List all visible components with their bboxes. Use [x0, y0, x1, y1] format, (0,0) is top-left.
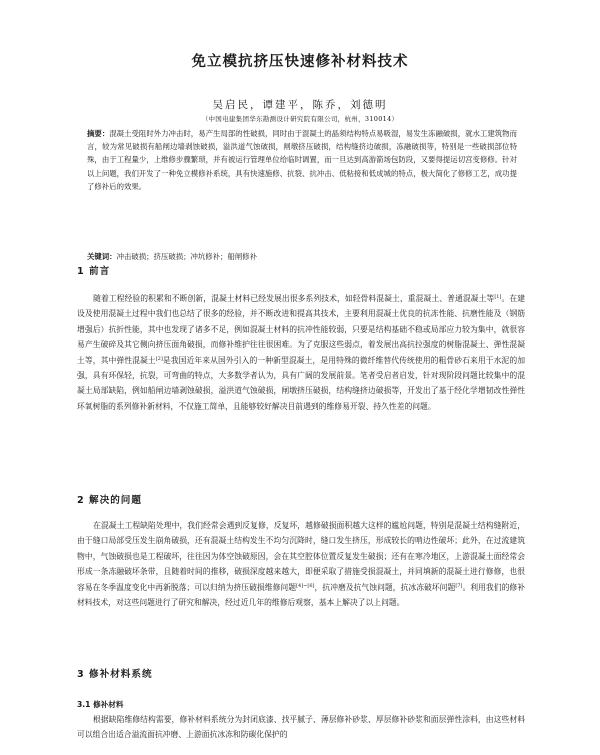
section-3-1-heading: 3.1 修补材料 [77, 700, 124, 709]
s1-text-c: 是我国近年来从国外引入的一种新型混凝土，是用特殊的微纤维替代传统使用的粗骨砂石来用于水泥的加强，具有环保轻，抗裂，可弯曲的特点，大多数学者认为，具有广阔的发展前景。笔者受启者启发，针对现阶段问题比较集中的混凝土局部缺陷，例如船闸边墙剥蚀破损，溢洪道气蚀破损，闸墩挤压破损，结构缝挤边破损等，开发出了基于经化学增韧改性弹性环氧树脂的系列修补新材料，不仅施工简单，且能够较好解决目前遇到的维修易开裂、持久性差的问题。 [77, 355, 525, 411]
s1-text-b: 。在建设及使用混凝土过程中我们也总结了很多的经验，并不断改进和提高其技术，主要利用混凝土优良的抗冻性能、抗磨性能及（钢筋增强后）抗折性能，其中也发现了诸多不足，例如混凝土材料的抗冲性能较弱，只要是结构基础不稳或局部应力较为集中，就很容易产生破碎及其它侧向挤压面角破损，而修补维护往往很困难。为了克服这些弱点，着发展出高抗拉强度的树脂混凝土、弹性混凝土等，其中弹性混凝土 [77, 294, 526, 365]
abstract-text: 混凝土受阻时外力冲击时，易产生局部的性破损，同时由于混凝土的晶须结构特点易吸湿，易发生冻融破损，就水工建筑物而言，较为常见破损有船闸边墙剥蚀破损，溢洪道气蚀破损，闸墩挤压破损，结构缝挤边破损，冻融破损等，特别是一些破损部位特殊，由于工程量少，上维修步骤繁琐，并有被运行管理单位给临时调置，而一旦达到高游箭场包防段，又要得提运切宫变修修。针对以上问题，我们开发了一种免立模修补系统，具有快速施修、抗裂、抗冲击、低粘接和低成城的特点，极大简化了修修工艺，成功提了修补后的效果。 [87, 129, 517, 191]
section-2-paragraph [77, 518, 525, 610]
s2-text-b: ，抗冲磨及抗气蚀问题，抗冰冻破坏问题 [314, 582, 456, 592]
authors: 吴启民，谭建平，陈乔，刘德明 [212, 99, 388, 111]
citation: [4]~[6] [296, 582, 315, 589]
section-1-paragraph [77, 291, 525, 414]
s2-text-a: 在混凝土工程缺陷处理中，我们经常会遇到反复修，反复坏，越修破损面积越大这样的尴尬问题，特别是混凝土结构缝附近，由于缝口局部受压发生崩角破损，还有混凝土结构发生不均匀沉降时，缝口发生挤压，形成较长的啃边性破坏；此外，在过流建筑物中，气蚀破损也是工程破坏，往往因为体空蚀破原因，会在其空腔体位置反复发生破损；还有在寒冷地区，上游混凝土面经常会形成一条冻融破坏条带，且随着时间的推移，破损深度越来越大，即便采取了措施受损混凝土，并同填新的混凝土进行修修，也很容易在冬季温度变化中再新脱落；可以归纳为挤压破损维修问题 [77, 521, 525, 592]
abstract-label: 摘要： [87, 129, 110, 138]
s3-text: 根据缺陷维修结构需要，修补材料系统分为封闭底漆、找平腻子、薄层修补砂浆、厚层修补砂浆和面层弹性涂料，由这些材料可以组合出适合溢流面抗冲磨、上游面抗冰冻和防碳化保护的 [77, 715, 525, 740]
abstract [87, 127, 517, 193]
section-2-heading: 2 解决的问题 [77, 495, 142, 506]
affiliation: （中国电建集团华东勘测设计研究院有限公司，杭州，310014） [201, 115, 399, 123]
s2-text-c: 。利用我们的修补材料技术，对这些问题进行了研究和解决，经过近几年的维修后观察，基本上解决了以上问题。 [77, 582, 526, 608]
section-3-heading: 3 修补材料系统 [77, 669, 153, 680]
keywords-label: 关键词： [87, 252, 117, 261]
citation: [2] [155, 355, 163, 362]
paper-title: 免立模抗挤压快速修补材料技术 [191, 54, 409, 70]
section-3-1-paragraph [77, 712, 525, 743]
keywords-text: 冲击破损；挤压破损；冲坑修补；船闸修补 [116, 252, 258, 261]
citation: [1] [494, 294, 502, 300]
keywords [87, 250, 517, 263]
section-1-heading: 1 前言 [77, 266, 111, 277]
s1-text-a: 随着工程经验的积累和不断创新，混凝土材料已经发展出很多系列技术，如轻骨料混凝土、重混凝土、普通混凝土等 [93, 294, 495, 303]
citation: [7] [455, 582, 463, 589]
